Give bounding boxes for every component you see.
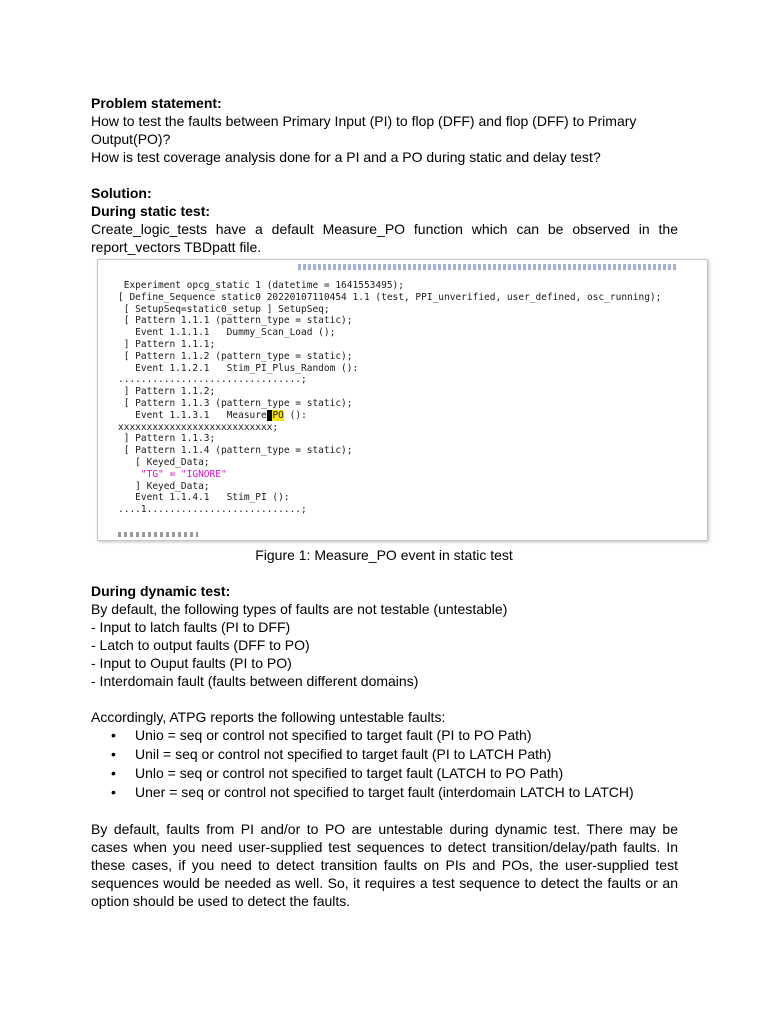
- list-item: • Unil = seq or control not specified to target fault (PI to LATCH Path): [111, 746, 552, 762]
- code-line: ] Pattern 1.1.1;: [118, 338, 216, 350]
- code-line: [ Keyed_Data;: [118, 456, 210, 468]
- code-line: ] Pattern 1.1.2;: [118, 386, 216, 398]
- figure-caption: Figure 1: Measure_PO event in static test: [255, 547, 513, 563]
- code-line: [ Pattern 1.1.2 (pattern_type = static);: [118, 350, 353, 362]
- closing-paragraph: By default, faults from PI and/or to PO are untestable during dynamic test. There may be cases when you need user-supplied test sequences to detect transition/delay/path faults. In these cases, if you need to detect transition faults on PIs and POs, the user-supplied test sequences would be needed as well. So, it requires a test sequence to detect the faults or an option should be used to detect the faults.: [91, 821, 678, 909]
- static-test-text: Create_logic_tests have a default Measure_PO function which can be observed in the report_vectors TBDpatt file.: [91, 221, 678, 255]
- code-line: [ Pattern 1.1.1 (pattern_type = static);: [118, 315, 353, 327]
- code-line: Experiment opcg_static 1 (datetime = 1641553495);: [118, 280, 404, 291]
- problem-section: [91, 94, 678, 256]
- code-line: ................................;: [118, 374, 307, 386]
- tbdpatt-code-listing: [118, 280, 703, 516]
- code-line: Event 1.1.4.1 Stim_PI ():: [118, 492, 290, 504]
- problem-heading: Problem statement:: [91, 95, 222, 111]
- problem-line-1: How to test the faults between Primary Input (PI) to flop (DFF) and flop (DFF) to Primary Output(PO)?: [91, 113, 637, 147]
- untestable-faults-list: [91, 726, 678, 802]
- fault-item: - Latch to output faults (DFF to PO): [91, 637, 310, 653]
- code-line: [ SetupSeq=static0_setup ] SetupSeq;: [118, 303, 330, 315]
- code-line: ] Keyed_Data;: [118, 480, 210, 492]
- code-line: Event 1.1.1.1 Dummy_Scan_Load ();: [118, 327, 336, 339]
- problem-line-2: How is test coverage analysis done for a PI and a PO during static and delay test?: [91, 149, 601, 165]
- static-test-heading: During static test:: [91, 203, 211, 219]
- fault-item: - Interdomain fault (faults between different domains): [91, 673, 419, 689]
- code-line: xxxxxxxxxxxxxxxxxxxxxxxxxxx;: [118, 421, 279, 433]
- bullet-icon: •: [111, 765, 116, 781]
- code-line: ] Pattern 1.1.3;: [118, 433, 216, 445]
- dynamic-test-heading: During dynamic test:: [91, 583, 231, 599]
- code-line: [ Pattern 1.1.4 (pattern_type = static);: [118, 445, 353, 457]
- atpg-intro: Accordingly, ATPG reports the following untestable faults:: [91, 709, 446, 725]
- code-line: [ Define_Sequence static0 20220107110454 1.1 (test, PPI_unverified, user_defined, osc_running);: [118, 291, 662, 303]
- solution-heading: Solution:: [91, 185, 152, 201]
- list-item: • Uner = seq or control not specified to target fault (interdomain LATCH to LATCH): [111, 784, 634, 800]
- code-line: Event 1.1.2.1 Stim_PI_Plus_Random ():: [118, 362, 359, 374]
- measure-po-line: Event 1.1.3.1 Measure_PO ():: [118, 409, 307, 421]
- code-line: [ Pattern 1.1.3 (pattern_type = static);: [118, 397, 353, 409]
- code-line: ....1...........................;: [118, 504, 307, 516]
- bullet-icon: •: [111, 746, 116, 762]
- cropped-text-top: [298, 264, 678, 270]
- fault-item: - Input to latch faults (PI to DFF): [91, 619, 291, 635]
- list-item: • Unio = seq or control not specified to target fault (PI to PO Path): [111, 727, 532, 743]
- fault-item: - Input to Ouput faults (PI to PO): [91, 655, 292, 671]
- po-highlight: PO: [272, 409, 284, 421]
- keyed-data-string: "TG" = "IGNORE": [118, 468, 227, 480]
- dynamic-section: [91, 582, 678, 910]
- dynamic-intro: By default, the following types of faults are not testable (untestable): [91, 601, 508, 617]
- bullet-icon: •: [111, 784, 116, 800]
- cropped-text-bottom: [118, 532, 198, 537]
- code-screenshot-figure: [97, 259, 708, 541]
- bullet-icon: •: [111, 727, 116, 743]
- text-cursor: _: [266, 409, 273, 421]
- list-item: • Unlo = seq or control not specified to target fault (LATCH to PO Path): [111, 765, 564, 781]
